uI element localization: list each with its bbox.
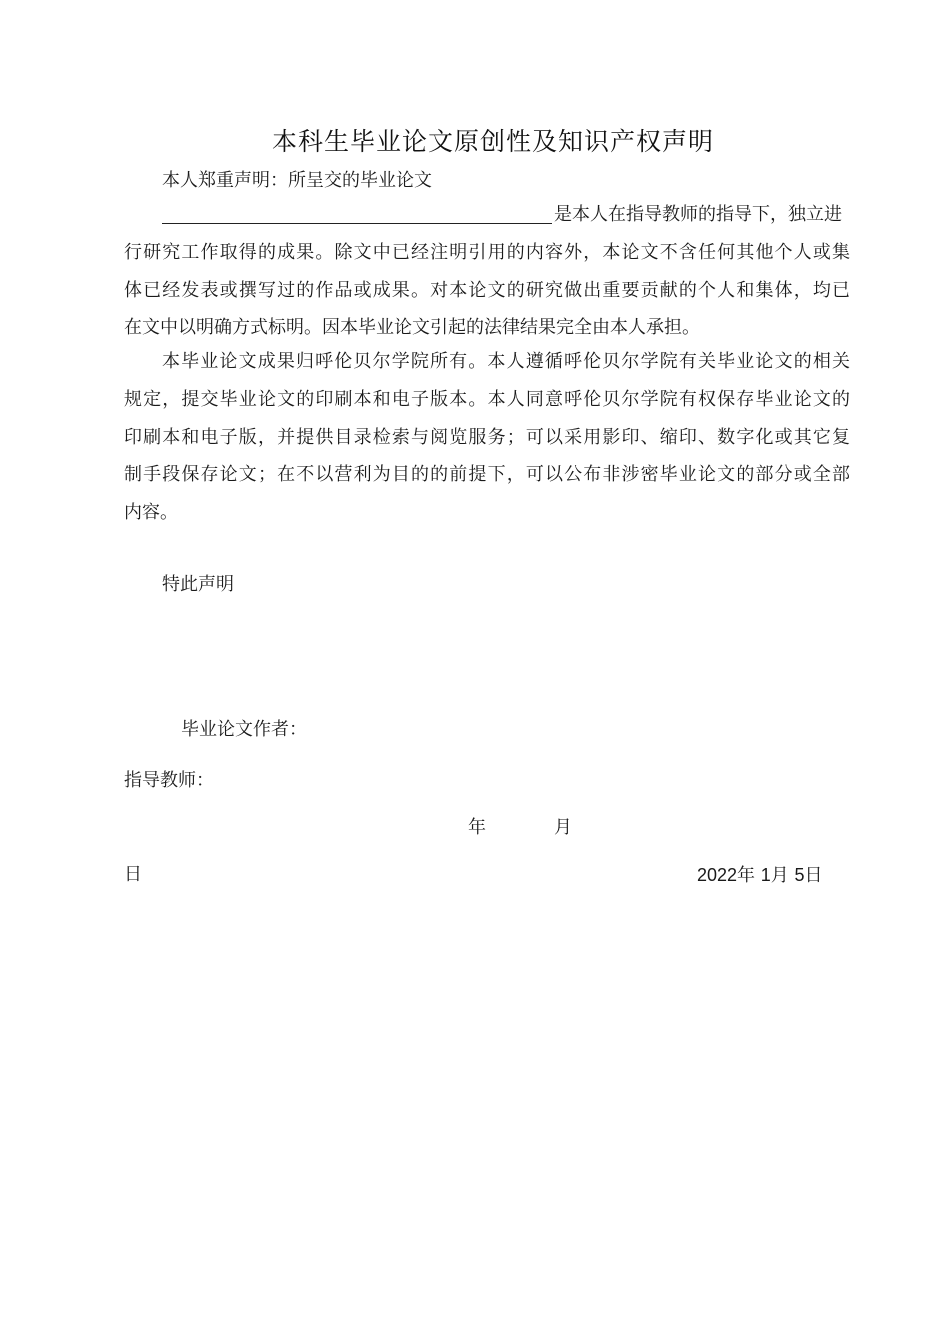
para1-line1: 是本人在指导教师的指导下，独立进: [554, 204, 842, 225]
signing-date: [697, 863, 823, 888]
date-year: 2022: [697, 865, 738, 885]
intro-line: 本人郑重声明：所呈交的毕业论文: [162, 170, 432, 191]
para2-line1: 本毕业论文成果归呼伦贝尔学院所有。本人遵循呼伦贝尔学院有关毕业论文的相关: [162, 351, 850, 372]
declaration-text: 特此声明: [162, 574, 234, 595]
para1-line4: 在文中以明确方式标明。因本毕业论文引起的法律结果完全由本人承担。: [124, 317, 700, 338]
date-month: 1: [760, 865, 771, 885]
para2-line5: 内容。: [124, 502, 178, 523]
advisor-label: 指导教师：: [124, 770, 214, 791]
date-day: 5: [794, 865, 805, 885]
para1-line3: 体已经发表或撰写过的作品或成果。对本论文的研究做出重要贡献的个人和集体，均已: [124, 280, 850, 301]
document-title: 本科生毕业论文原创性及知识产权声明: [271, 127, 714, 156]
date-year-label: 年: [468, 817, 486, 838]
date-day-label: 日: [124, 864, 142, 885]
author-label: 毕业论文作者：: [181, 719, 307, 740]
date-month-label: 月: [554, 817, 572, 838]
date-year-char: 年: [737, 865, 756, 886]
para2-line3: 印刷本和电子版，并提供目录检索与阅览服务；可以采用影印、缩印、数字化或其它复: [124, 427, 850, 448]
thesis-title-blank: [162, 223, 552, 224]
date-month-char: 月: [770, 865, 789, 886]
para1-line2: 行研究工作取得的成果。除文中已经注明引用的内容外，本论文不含任何其他个人或集: [124, 242, 850, 263]
date-day-char: 日: [804, 865, 823, 886]
para2-line4: 制手段保存论文；在不以营利为目的的前提下，可以公布非涉密毕业论文的部分或全部: [124, 464, 850, 485]
para2-line2: 规定，提交毕业论文的印刷本和电子版本。本人同意呼伦贝尔学院有权保存毕业论文的: [124, 389, 850, 410]
